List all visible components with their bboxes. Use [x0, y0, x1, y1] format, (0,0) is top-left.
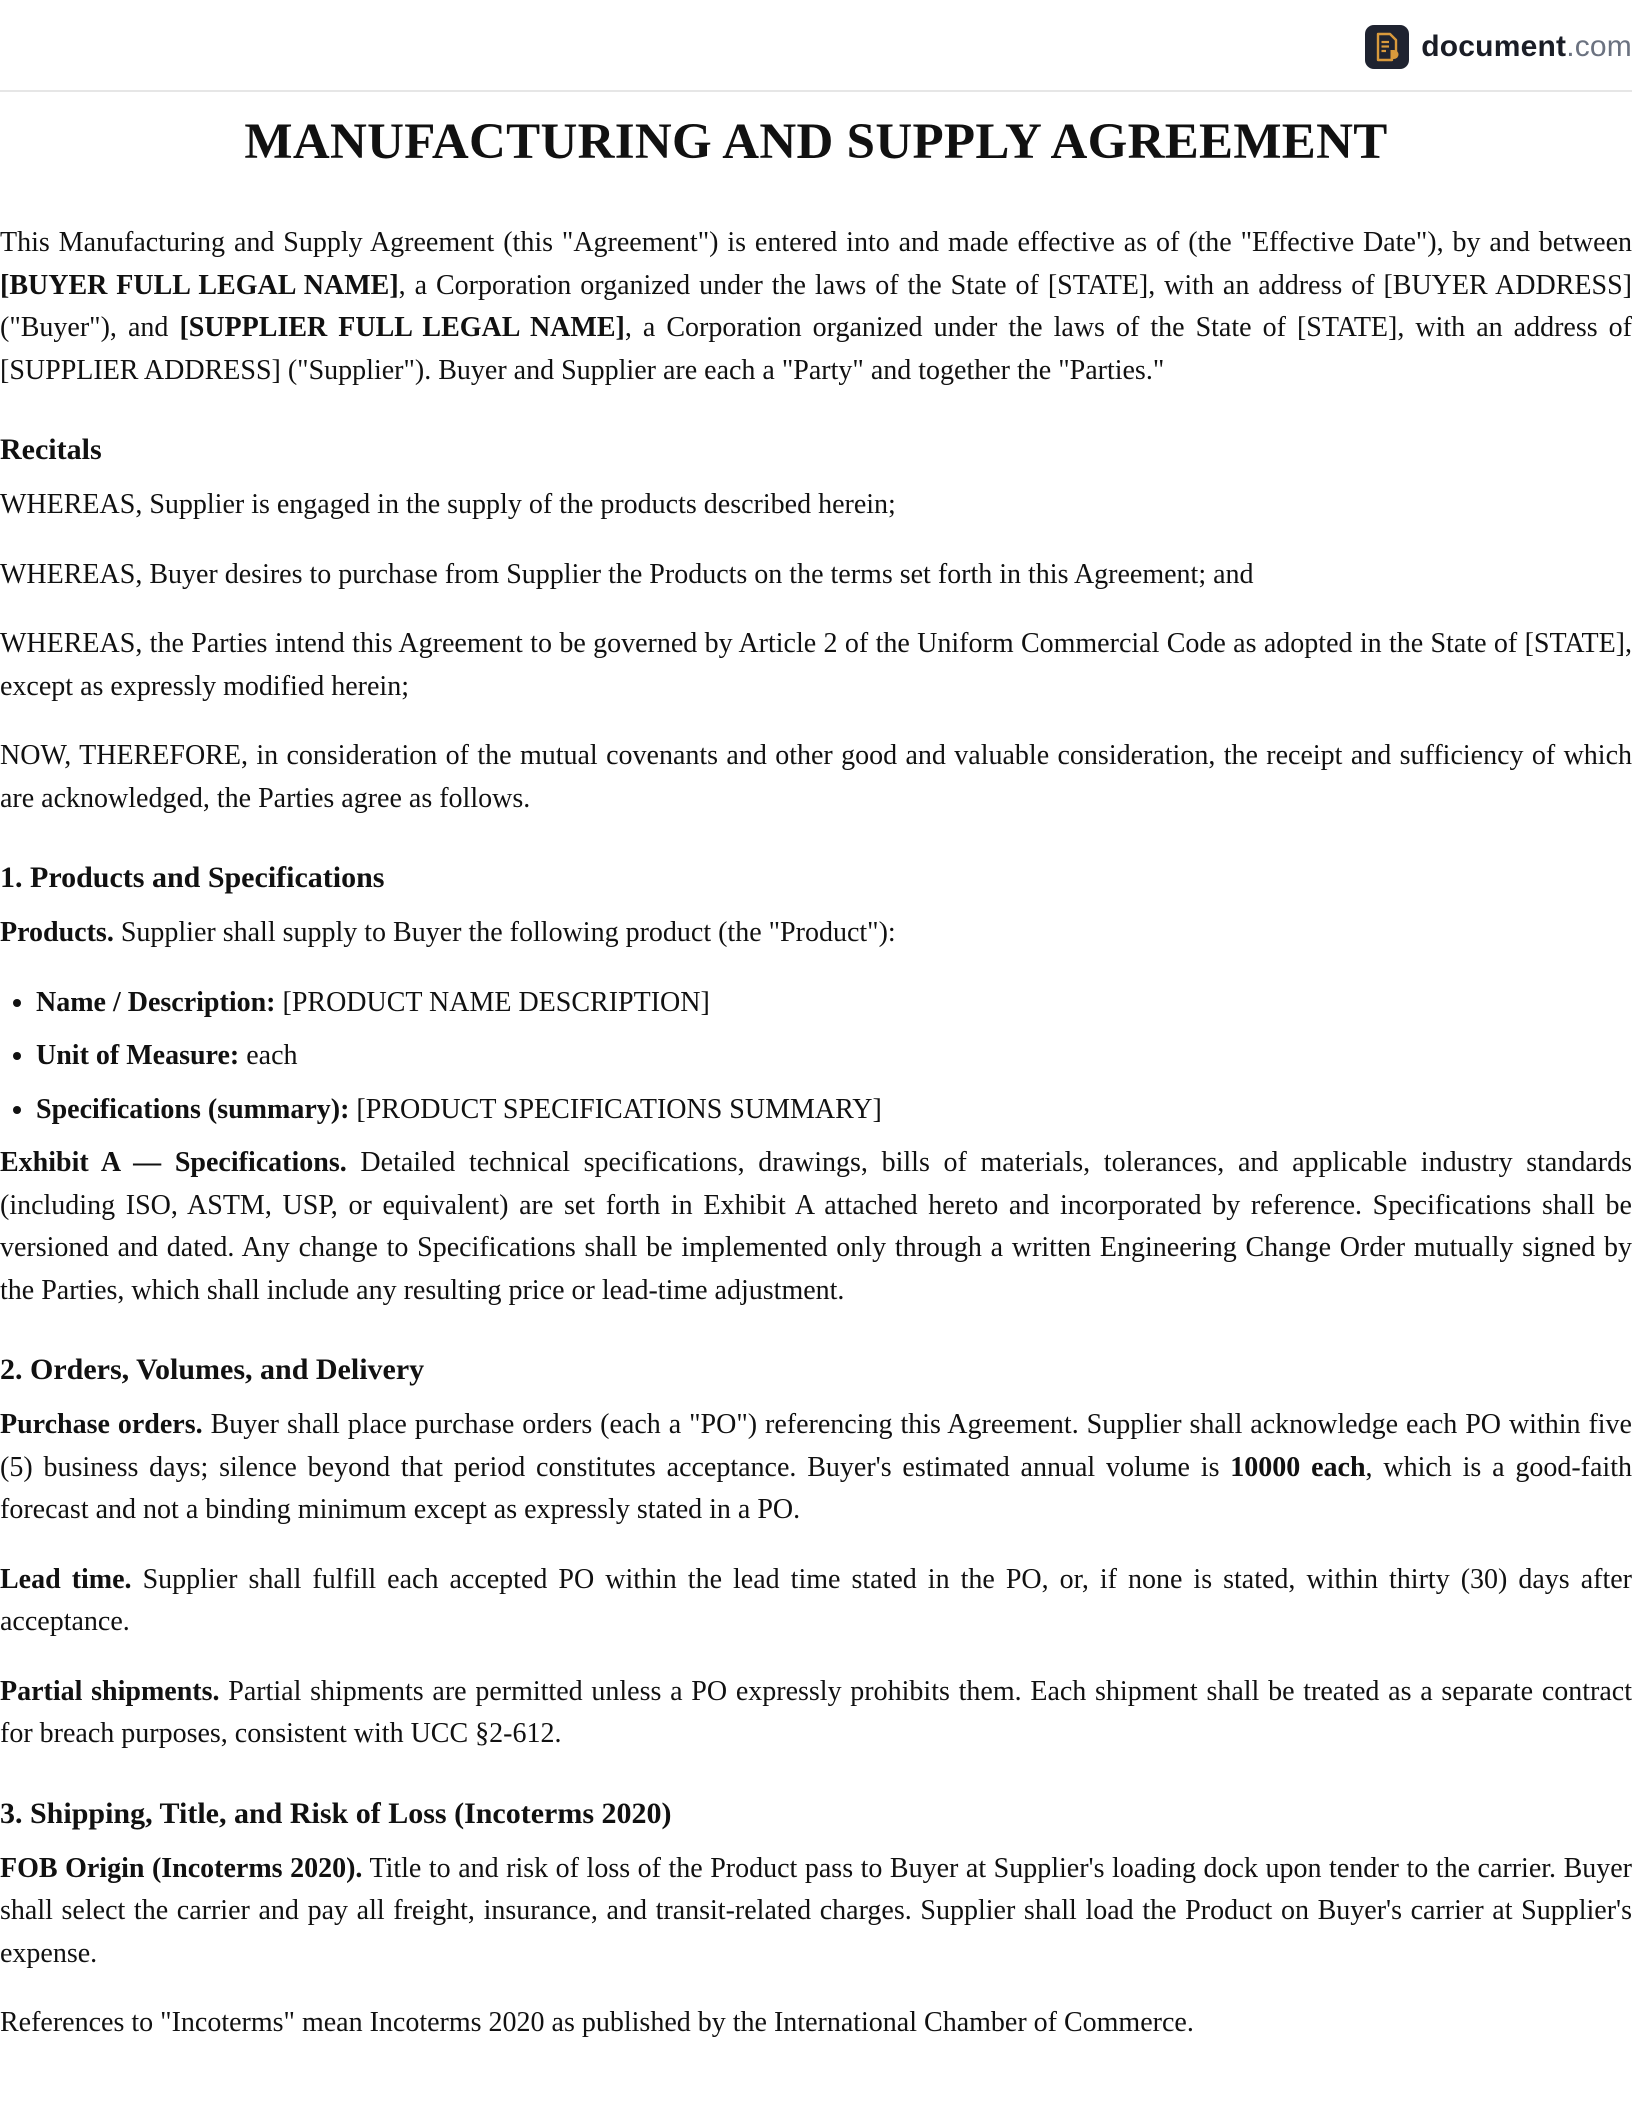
- top-bar: [0, 0, 1632, 92]
- annual-volume: 10000 each: [1230, 1451, 1366, 1483]
- recital-1: WHEREAS, Supplier is engaged in the supply of the products described herein;: [0, 489, 896, 521]
- purchase-orders-label: Purchase orders.: [0, 1409, 203, 1441]
- lead-time-label: Lead time.: [0, 1563, 132, 1595]
- exhibit-a-paragraph: [0, 1142, 1632, 1312]
- recital-4: NOW, THEREFORE, in consideration of the mutual covenants and other good and valuable consideration, the receipt and sufficiency of which are acknowledged, the Parties agree as follows.: [0, 740, 1632, 814]
- partial-shipments-paragraph: [0, 1671, 1632, 1756]
- purchase-orders-paragraph: [0, 1404, 1632, 1532]
- bullet-value: [PRODUCT SPECIFICATIONS SUMMARY]: [349, 1093, 882, 1125]
- products-text: Supplier shall supply to Buyer the following product (the "Product"):: [113, 917, 896, 949]
- lead-time-text: Supplier shall fulfill each accepted PO within the lead time stated in the PO, or, if none is stated, within thirty (30) days after acceptance.: [0, 1563, 1632, 1638]
- exhibit-a-text: Detailed technical specifications, drawings, bills of materials, tolerances, and applicable industry standards (including ISO, ASTM, USP, or equivalent) are set forth in Exhibit A attached hereto and incorporated by reference. Specifications shall be versioned and dated. Any change to Specifications shall be implemented only through a written Engineering Change Order mutually signed by the Parties, which shall include any resulting price or lead-time adjustment.: [0, 1147, 1632, 1306]
- recital-3: WHEREAS, the Parties intend this Agreement to be governed by Article 2 of the Uniform Commercial Code as adopted in the State of [STATE], except as expressly modified herein;: [0, 628, 1632, 702]
- list-item: [36, 982, 1632, 1025]
- brand-logo[interactable]: [1365, 24, 1632, 70]
- document-logo-icon: [1365, 25, 1409, 69]
- recital-2: WHEREAS, Buyer desires to purchase from Supplier the Products on the terms set forth in this Agreement; and: [0, 558, 1254, 590]
- products-paragraph: [0, 912, 1632, 955]
- products-label: Products.: [0, 917, 114, 949]
- intro-text-2: , a Corporation organized under the laws of the State of [STATE], with an address of [BUYER ADDRESS] ("Buyer"), and: [0, 269, 1632, 344]
- purchase-orders-text-1: Buyer shall place purchase orders (each a "PO") referencing this Agreement. Supplier shall acknowledge each PO within five (5) business days; silence beyond that period constitutes acceptance. Buyer's estimated annual volume is: [0, 1409, 1632, 1483]
- section-2-heading: 2. Orders, Volumes, and Delivery: [0, 1353, 425, 1387]
- fob-origin-paragraph: [0, 1848, 1632, 1976]
- bullet-label: Unit of Measure:: [36, 1040, 240, 1072]
- bullet-label: Specifications (summary):: [36, 1093, 350, 1125]
- intro-text-1: This Manufacturing and Supply Agreement (this "Agreement") is entered into and made effective as of (the "Effective Date"), by and between: [0, 227, 1632, 259]
- buyer-name: [BUYER FULL LEGAL NAME]: [0, 269, 399, 301]
- partial-shipments-label: Partial shipments.: [0, 1675, 220, 1707]
- exhibit-a-label: Exhibit A — Specifications.: [0, 1147, 347, 1179]
- partial-shipments-text: Partial shipments are permitted unless a PO expressly prohibits them. Each shipment shall be treated as a separate contract for breach purposes, consistent with UCC §2-612.: [0, 1675, 1632, 1750]
- section-1-heading: 1. Products and Specifications: [0, 861, 385, 895]
- brand-name: document: [1421, 30, 1567, 63]
- document-body: [0, 92, 1632, 2045]
- brand-tld: .com: [1566, 30, 1632, 63]
- supplier-name: [SUPPLIER FULL LEGAL NAME]: [179, 312, 625, 344]
- list-item: [36, 1035, 1632, 1078]
- document-title: MANUFACTURING AND SUPPLY AGREEMENT: [244, 114, 1388, 170]
- bullet-value: each: [239, 1040, 298, 1072]
- section-3-heading: 3. Shipping, Title, and Risk of Loss (Incoterms 2020): [0, 1796, 672, 1830]
- intro-text-3: , a Corporation organized under the laws of the State of [STATE], with an address of [SUPPLIER ADDRESS] ("Supplier"). Buyer and Supplier are each a "Party" and together the "Parties.": [0, 312, 1632, 386]
- product-details-list: [0, 982, 1632, 1132]
- bullet-label: Name / Description:: [36, 986, 276, 1018]
- bullet-value: [PRODUCT NAME DESCRIPTION]: [275, 986, 710, 1018]
- recitals-heading: Recitals: [0, 433, 102, 467]
- purchase-orders-text-2: , which is a good-faith forecast and not a binding minimum except as expressly stated in a PO.: [0, 1451, 1632, 1526]
- brand-wordmark: [1421, 30, 1632, 64]
- lead-time-paragraph: [0, 1559, 1632, 1644]
- list-item: [36, 1089, 1632, 1132]
- fob-origin-label: FOB Origin (Incoterms 2020).: [0, 1852, 363, 1884]
- incoterms-reference: References to "Incoterms" mean Incoterms 2020 as published by the International Chamber of Commerce.: [0, 2007, 1194, 2039]
- intro-paragraph: [0, 222, 1632, 392]
- fob-origin-text: Title to and risk of loss of the Product pass to Buyer at Supplier's loading dock upon tender to the carrier. Buyer shall select the carrier and pay all freight, insurance, and transit-related charges. Supplier shall load the Product on Buyer's carrier at Supplier's expense.: [0, 1852, 1632, 1969]
